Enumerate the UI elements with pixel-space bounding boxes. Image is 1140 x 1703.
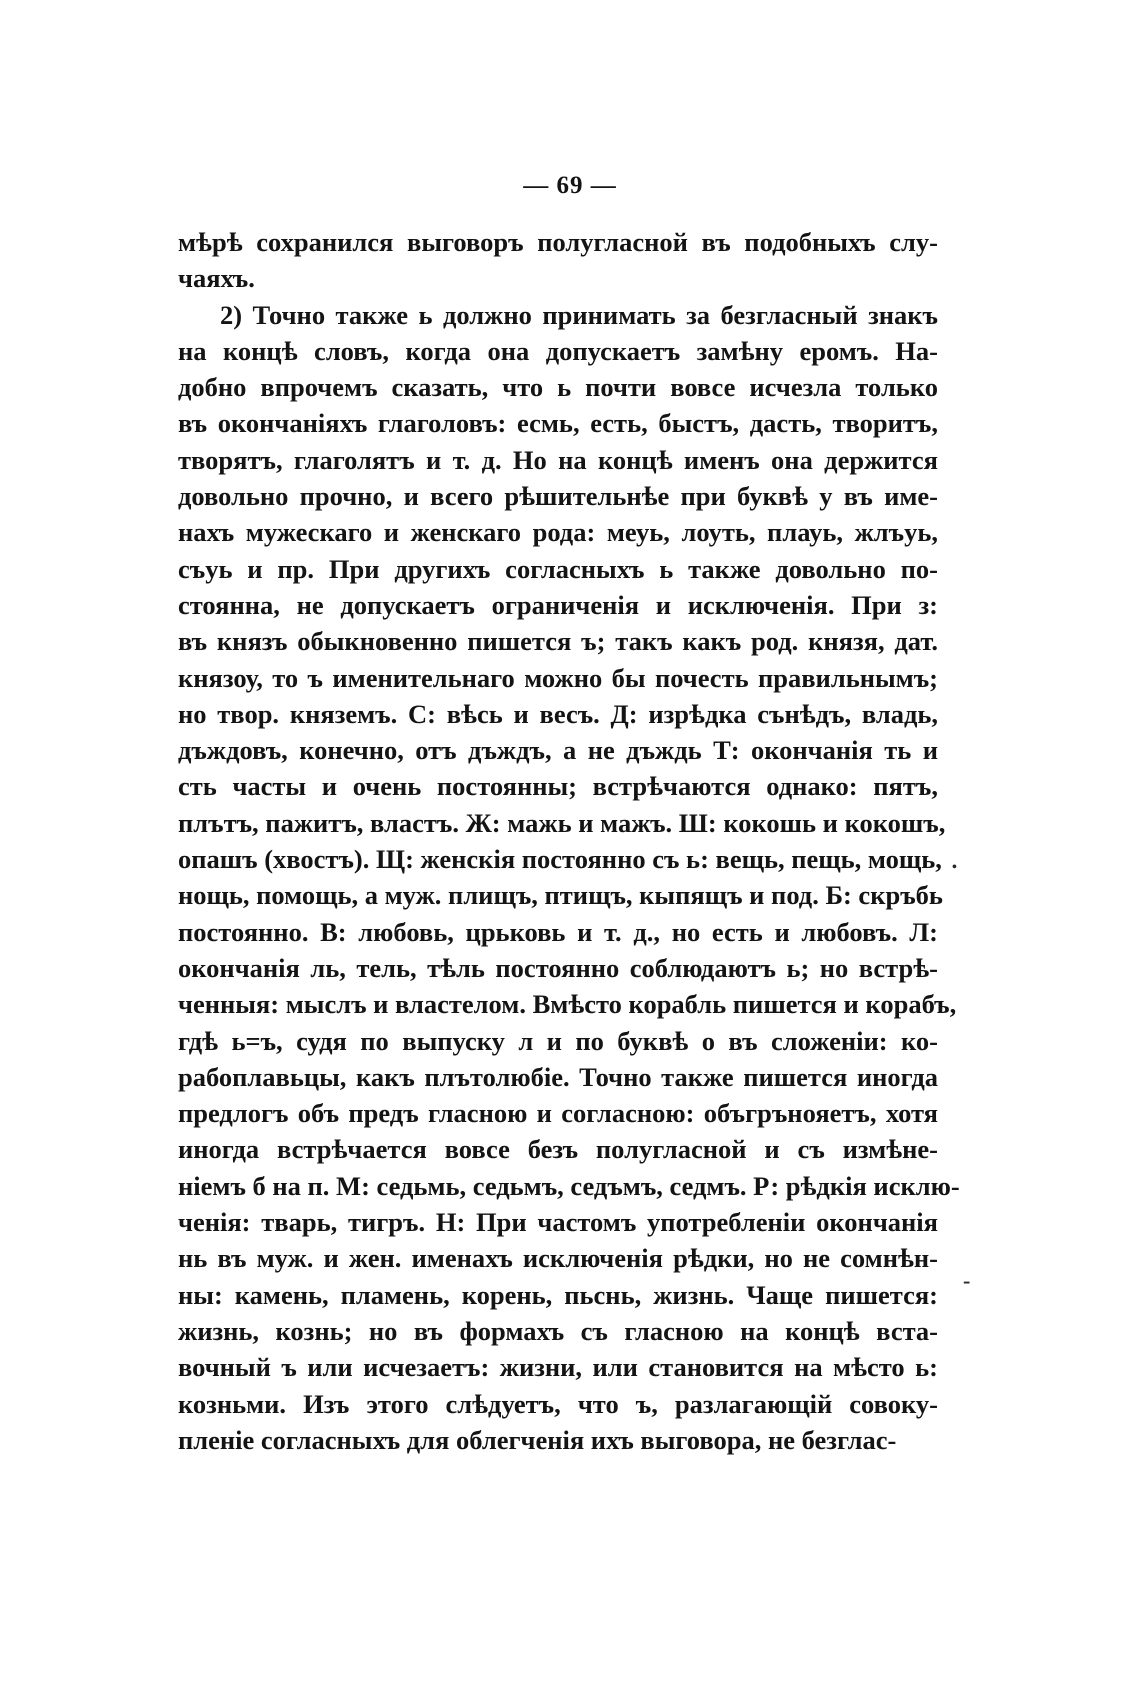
text-line: дъждовъ, конечно, отъ дъждъ, а не дъждь Т: окончанія ть и bbox=[178, 735, 938, 766]
text-line: ченныя: мыслъ и властелом. Вмѣсто корабль пишется и корабъ, bbox=[178, 989, 957, 1020]
text-line: нощь, помощь, а муж. плищъ, птищъ, кыпящъ и под. Б: скръбь bbox=[178, 880, 943, 911]
text-line: ніемъ б на п. М: седьмь, седьмъ, седъмъ, седмъ. Р: рѣдкія исклю- bbox=[178, 1170, 960, 1201]
text-line: въ князъ обыкновенно пишется ъ; такъ какъ род. князя, дат. bbox=[178, 626, 938, 657]
page-number: — 69 — bbox=[523, 172, 617, 199]
margin-dash-mark: - bbox=[963, 1268, 971, 1293]
margin-dot-mark: • bbox=[952, 860, 957, 875]
text-line: плътъ, пажитъ, властъ. Ж: мажь и мажъ. Ш: кокошь и кокошъ, bbox=[178, 807, 946, 838]
text-line: но твор. княземъ. С: вѣсь и весъ. Д: изрѣдка сънѣдъ, владь, bbox=[178, 698, 938, 729]
text-line: 2) Точно также ь должно принимать за безгласный знакъ bbox=[220, 299, 938, 330]
text-line: козньми. Изъ этого слѣдуетъ, что ъ, разлагающій совоку- bbox=[178, 1388, 938, 1419]
text-line: гдѣ ь=ъ, судя по выпуску л и по буквѣ о въ сложеніи: ко- bbox=[178, 1025, 938, 1056]
text-line: пленіе согласныхъ для облегченія ихъ выговора, не безглас- bbox=[178, 1424, 897, 1455]
paragraph bbox=[178, 224, 938, 297]
text-line: вочный ъ или исчезаетъ: жизни, или становится на мѣсто ь: bbox=[178, 1352, 938, 1383]
text-line: на концѣ словъ, когда она допускаетъ замѣну еромъ. На- bbox=[178, 335, 938, 366]
text-line: въ окончаніяхъ глаголовъ: есмь, есть, быстъ, дасть, творитъ, bbox=[178, 408, 938, 439]
text-line: довольно прочно, и всего рѣшительнѣе при буквѣ у въ име- bbox=[178, 481, 938, 512]
text-line: стоянна, не допускаетъ ограниченія и исключенія. При з: bbox=[178, 589, 938, 620]
text-line: ны: камень, пламень, корень, пьснь, жизнь. Чаще пишется: bbox=[178, 1279, 938, 1310]
text-line: опашъ (хвостъ). Щ: женскія постоянно съ ь: вещь, пещь, мощь, bbox=[178, 844, 942, 875]
text-block bbox=[178, 224, 960, 1458]
text-line: князоу, то ъ именительнаго можно бы почесть правильнымъ; bbox=[178, 662, 938, 693]
text-line: съуь и пр. При другихъ согласныхъ ь также довольно по- bbox=[178, 553, 938, 584]
text-line: добно впрочемъ сказать, что ь почти вовсе исчезла только bbox=[178, 372, 938, 403]
text-line: нахъ мужескаго и женскаго рода: меуь, лоуть, плауь, жлъуь, bbox=[178, 517, 938, 548]
paragraph bbox=[178, 297, 960, 1459]
text-line: иногда встрѣчается вовсе безъ полугласной и съ измѣне- bbox=[178, 1134, 938, 1165]
text-line: мѣрѣ сохранился выговоръ полугласной въ подобныхъ слу- bbox=[178, 227, 938, 257]
text-line: творятъ, глаголятъ и т. д. Но на концѣ именъ она держится bbox=[178, 444, 938, 475]
text-line: ченія: тварь, тигръ. Н: При частомъ употребленіи окончанія bbox=[178, 1207, 938, 1238]
text-line: жизнь, кознь; но въ формахъ съ гласною на концѣ вста- bbox=[178, 1315, 938, 1346]
text-line: окончанія ль, тель, тѣль постоянно соблюдаютъ ь; но встрѣ- bbox=[178, 952, 938, 983]
text-line: предлогъ объ предъ гласною и согласною: объгрънояетъ, хотя bbox=[178, 1098, 938, 1129]
text-line: нь въ муж. и жен. именахъ исключенія рѣдки, но не сомнѣн- bbox=[178, 1243, 938, 1274]
text-line: постоянно. В: любовь, црьковь и т. д., но есть и любовъ. Л: bbox=[178, 916, 938, 947]
text-line: рабоплавьцы, какъ плътолюбіе. Точно также пишется иногда bbox=[178, 1061, 938, 1092]
text-line: чаяхъ. bbox=[178, 263, 255, 294]
text-line: сть часты и очень постоянны; встрѣчаются однако: пятъ, bbox=[178, 771, 938, 802]
